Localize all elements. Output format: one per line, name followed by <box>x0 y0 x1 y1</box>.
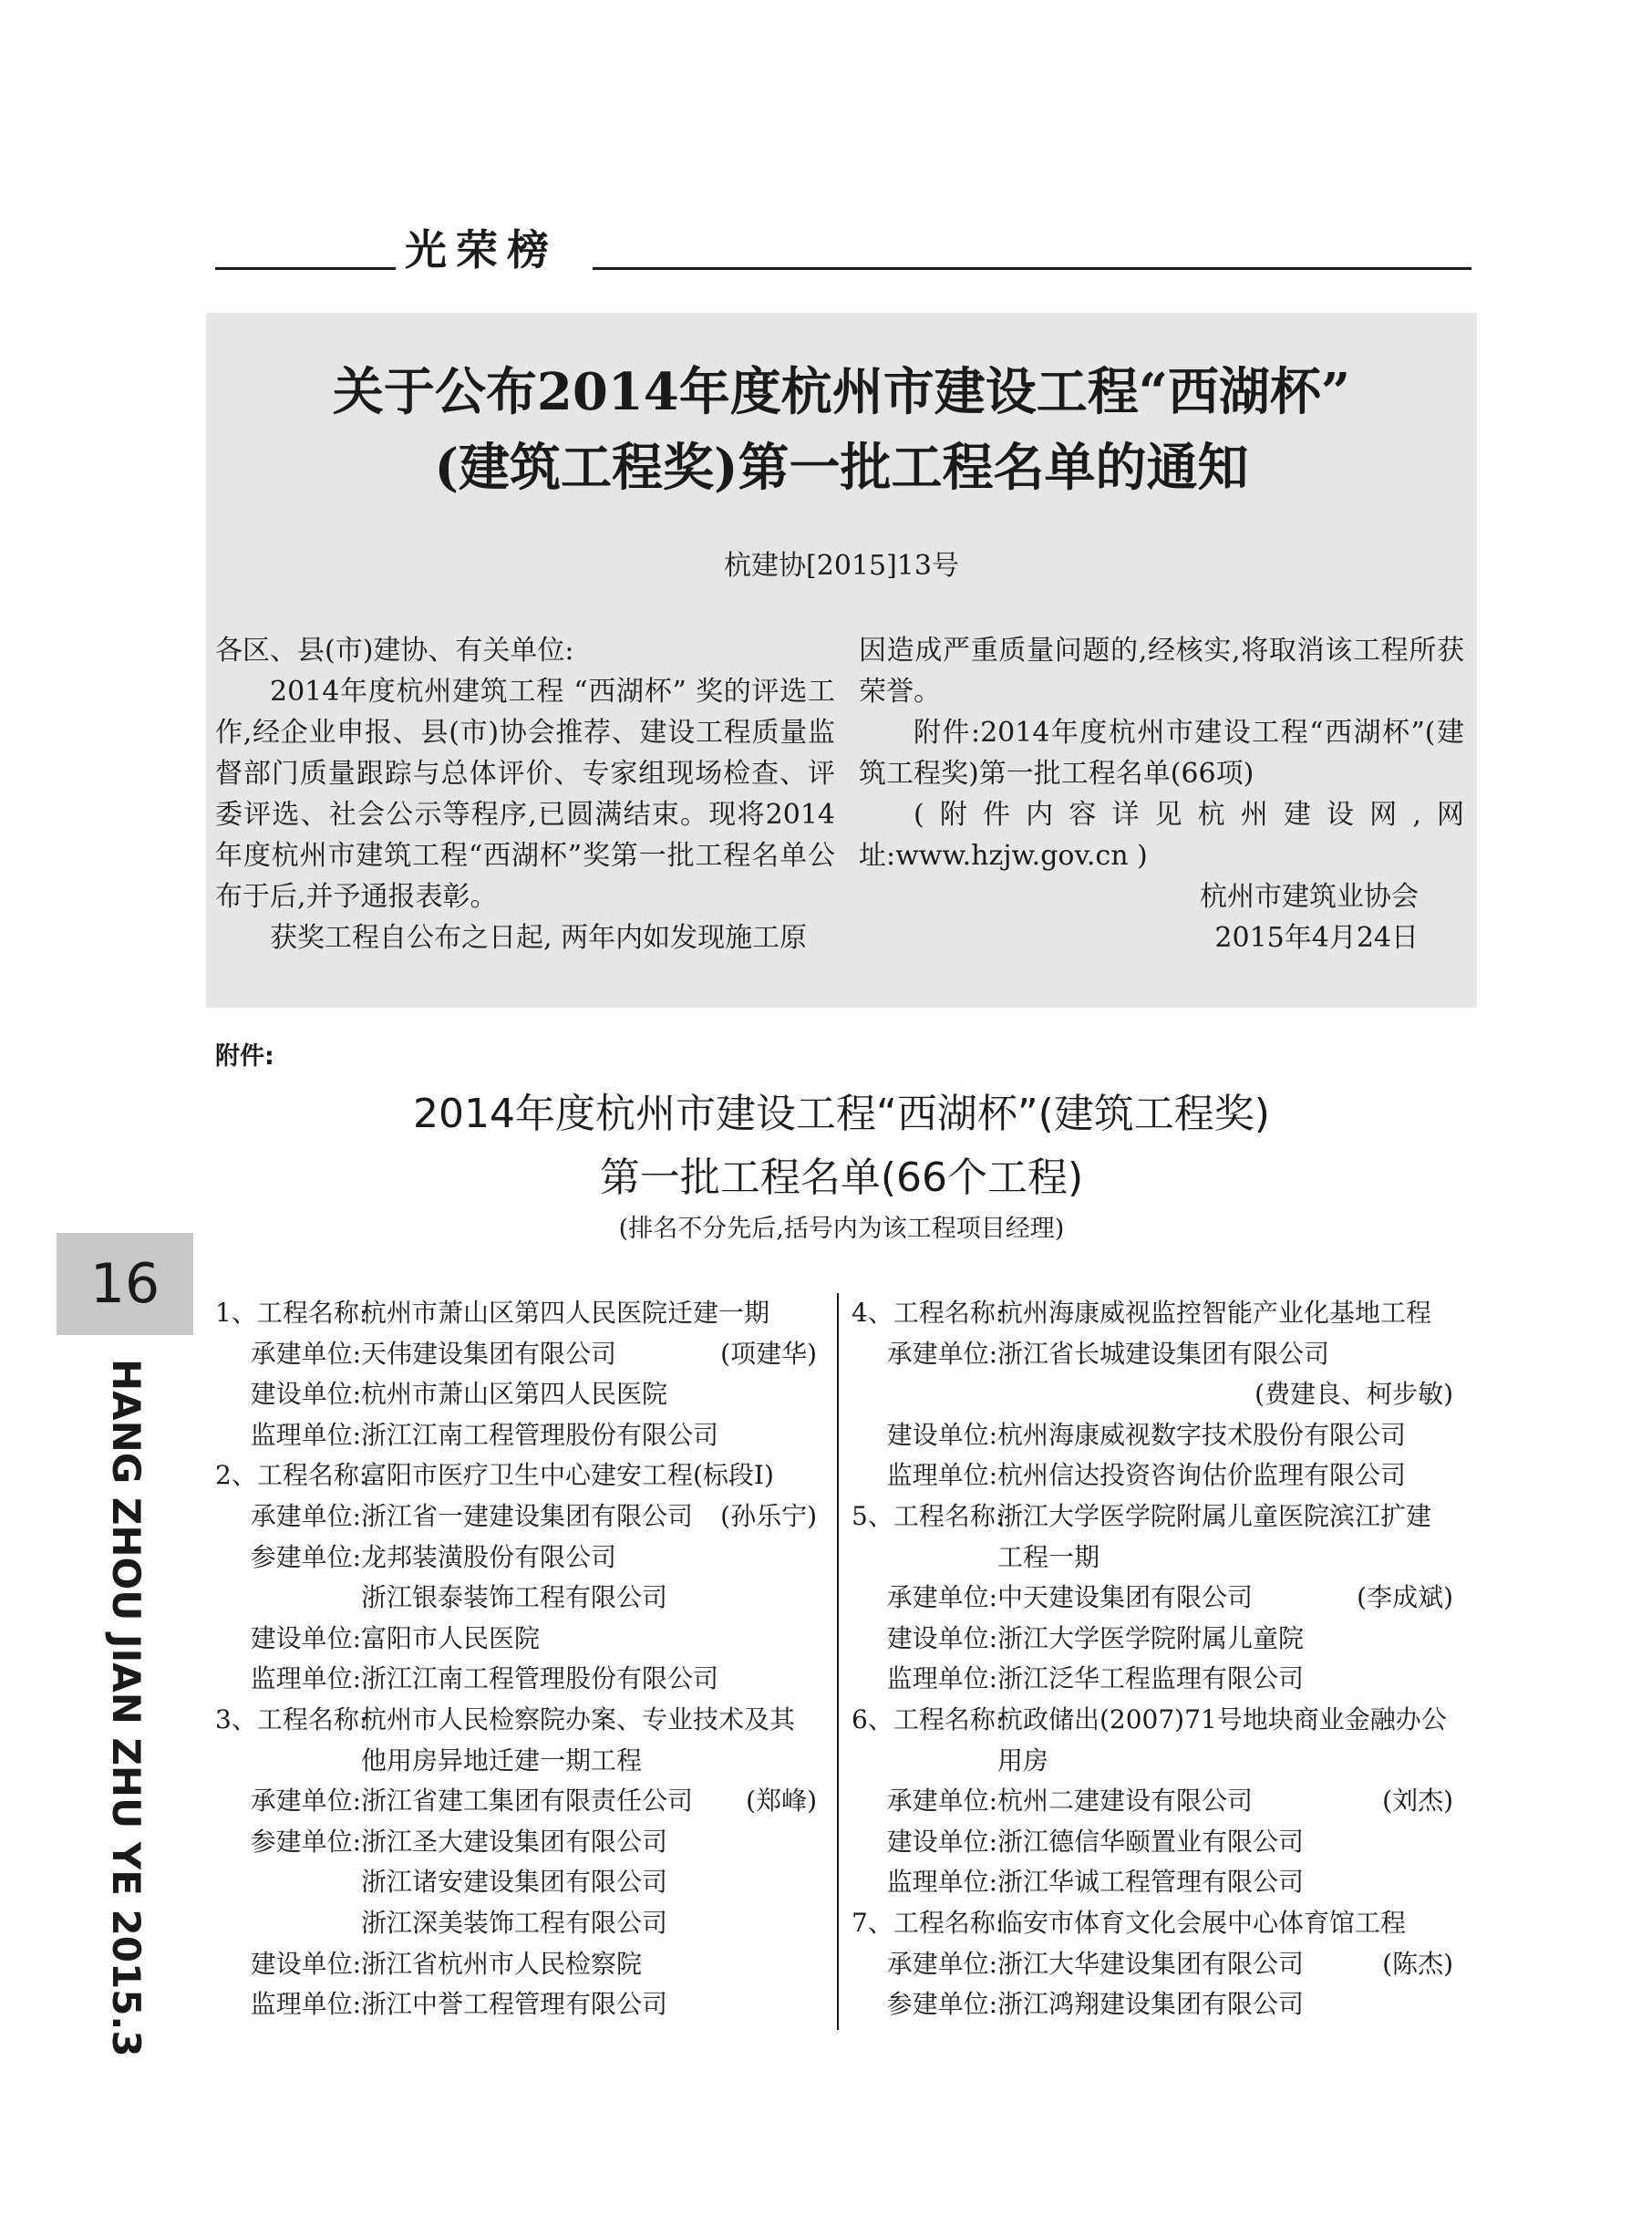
section-rule-right <box>593 267 1471 270</box>
page-number-tab: 16 <box>57 1233 193 1335</box>
section-title: 光荣榜 <box>405 225 558 274</box>
supervisor: 浙江江南工程管理股份有限公司 <box>361 1663 719 1694</box>
list-item: 建设单位: 杭州市萧山区第四人民医院 <box>215 1374 826 1415</box>
project-name-cont: 用房 <box>997 1745 1049 1776</box>
project-manager: (孙乐宁) <box>720 1500 817 1531</box>
list-item: 承建单位: 浙江大华建设集团有限公司 (陈杰) <box>852 1944 1462 1985</box>
project-name-cont: 他用房异地迁建一期工程 <box>361 1745 643 1776</box>
list-item: 承建单位: 杭州二建建设有限公司 (刘杰) <box>852 1781 1462 1822</box>
list-subtitle: (排名不分先后,括号内为该工程项目经理) <box>618 1215 1065 1243</box>
list-title-line2: 第一批工程名单(66个工程) <box>599 1154 1084 1201</box>
supervisor: 浙江泛华工程监理有限公司 <box>997 1663 1305 1694</box>
list-item: 监理单位: 浙江中誉工程管理有限公司 <box>215 1984 826 2025</box>
notice-paragraph: 获奖工程自公布之日起, 两年内如发现施工原 <box>270 922 808 954</box>
list-item: 4、工程名称: 杭州海康威视监控智能产业化基地工程 <box>852 1293 1462 1334</box>
builder: 杭州海康威视数字技术股份有限公司 <box>997 1419 1407 1450</box>
list-item: 建设单位: 杭州海康威视数字技术股份有限公司 <box>852 1415 1462 1456</box>
project-list-right <box>852 1293 1462 2025</box>
project-name: 富阳市医疗卫生中心建安工程(标段Ⅰ) <box>361 1460 774 1491</box>
participant: 浙江圣大建设集团有限公司 <box>361 1826 668 1857</box>
list-item <box>215 1578 826 1619</box>
list-item: 承建单位: 浙江省一建建设集团有限公司 (孙乐宁) <box>215 1496 826 1537</box>
project-list-left <box>215 1293 826 2025</box>
list-item <box>852 1741 1462 1782</box>
participant: 浙江银泰装饰工程有限公司 <box>361 1582 668 1613</box>
participant: 浙江深美装饰工程有限公司 <box>361 1907 668 1938</box>
column-divider <box>837 1293 839 2030</box>
supervisor: 杭州信达投资咨询估价监理有限公司 <box>997 1460 1407 1491</box>
list-item: 建设单位: 浙江省杭州市人民检察院 <box>215 1944 826 1985</box>
attachment-label: 附件: <box>215 1042 274 1071</box>
list-item: 3、工程名称: 杭州市人民检察院办案、专业技术及其 <box>215 1700 826 1741</box>
supervisor: 浙江江南工程管理股份有限公司 <box>361 1419 719 1450</box>
list-item: 参建单位: 浙江鸿翔建设集团有限公司 <box>852 1984 1462 2025</box>
builder: 浙江省杭州市人民检察院 <box>361 1948 643 1979</box>
contractor: 天伟建设集团有限公司 <box>361 1338 617 1369</box>
document-number: 杭建协[2015]13号 <box>724 550 959 582</box>
project-manager: (费建良、柯步敏) <box>1254 1379 1453 1410</box>
contractor: 浙江省建工集团有限责任公司 <box>361 1786 694 1817</box>
project-manager: (项建华) <box>720 1338 817 1369</box>
participant: 龙邦装潢股份有限公司 <box>361 1541 617 1572</box>
notice-paragraph: 因造成严重质量问题的,经核实,将取消该工程所获荣誉。 <box>859 635 1464 708</box>
list-item: 承建单位: 浙江省长城建设集团有限公司 <box>852 1334 1462 1375</box>
list-item: 7、工程名称: 临安市体育文化会展中心体育馆工程 <box>852 1903 1462 1944</box>
contractor: 浙江省一建建设集团有限公司 <box>361 1500 694 1531</box>
project-manager: (陈杰) <box>1382 1948 1453 1979</box>
list-item <box>215 1741 826 1782</box>
list-item: 监理单位: 浙江江南工程管理股份有限公司 <box>215 1659 826 1700</box>
project-name: 杭州市人民检察院办案、专业技术及其 <box>361 1703 796 1734</box>
notice-right-column <box>859 630 1464 958</box>
project-name: 临安市体育文化会展中心体育馆工程 <box>997 1907 1407 1938</box>
list-item: 建设单位: 浙江德信华颐置业有限公司 <box>852 1822 1462 1863</box>
builder: 富阳市人民医院 <box>361 1622 541 1653</box>
list-item <box>215 1903 826 1944</box>
project-manager: (李成斌) <box>1357 1582 1453 1613</box>
list-item: 承建单位: 中天建设集团有限公司 (李成斌) <box>852 1578 1462 1619</box>
list-item: 建设单位: 浙江大学医学院附属儿童院 <box>852 1619 1462 1660</box>
contractor: 杭州二建建设有限公司 <box>997 1786 1254 1817</box>
list-item: 承建单位: 天伟建设集团有限公司 (项建华) <box>215 1334 826 1375</box>
list-item: 监理单位: 浙江泛华工程监理有限公司 <box>852 1659 1462 1700</box>
contractor: 浙江大华建设集团有限公司 <box>997 1948 1305 1979</box>
notice-title-line1: 关于公布2014年度杭州市建设工程“西湖杯” <box>332 362 1351 422</box>
notice-date: 2015年4月24日 <box>1214 922 1419 954</box>
project-name-cont: 工程一期 <box>997 1541 1100 1572</box>
notice-paragraph: 2014年度杭州建筑工程 “西湖杯” 奖的评选工作,经企业申报、县(市)协会推荐、建设工程质量监督部门质量跟踪与总体评价、专家组现场检查、评委评选、社会公示等程序,已圆满结束。现将2014年度杭州市建筑工程“西湖杯”奖第一批工程名单公布于后,并予通报表彰。 <box>215 676 835 913</box>
supervisor: 浙江中誉工程管理有限公司 <box>361 1989 668 2020</box>
list-item: 2、工程名称: 富阳市医疗卫生中心建安工程(标段Ⅰ) <box>215 1455 826 1496</box>
project-manager: (郑峰) <box>746 1786 817 1817</box>
notice-box <box>206 313 1477 1008</box>
participant: 浙江鸿翔建设集团有限公司 <box>997 1989 1305 2020</box>
list-item: 1、工程名称: 杭州市萧山区第四人民医院迁建一期 <box>215 1293 826 1334</box>
list-item: 5、工程名称: 浙江大学医学院附属儿童医院滨江扩建 <box>852 1496 1462 1537</box>
contractor: 浙江省长城建设集团有限公司 <box>997 1338 1330 1369</box>
notice-website-line: (附件内容详见杭州建设网,网址:www.hzjw.gov.cn ) <box>859 799 1464 872</box>
builder: 浙江大学医学院附属儿童院 <box>997 1622 1305 1653</box>
section-rule-left <box>215 267 396 270</box>
project-name: 杭州市萧山区第四人民医院迁建一期 <box>361 1298 770 1328</box>
list-item: 监理单位: 浙江华诚工程管理有限公司 <box>852 1862 1462 1903</box>
project-manager: (刘杰) <box>1382 1786 1453 1817</box>
supervisor: 浙江华诚工程管理有限公司 <box>997 1867 1305 1898</box>
list-item <box>852 1374 1462 1415</box>
list-item: 参建单位: 龙邦装潢股份有限公司 <box>215 1537 826 1579</box>
participant: 浙江诸安建设集团有限公司 <box>361 1867 668 1898</box>
list-item: 参建单位: 浙江圣大建设集团有限公司 <box>215 1822 826 1863</box>
list-item: 监理单位: 浙江江南工程管理股份有限公司 <box>215 1415 826 1456</box>
notice-attachment-line: 附件:2014年度杭州市建设工程“西湖杯”(建筑工程奖)第一批工程名单(66项) <box>859 717 1464 790</box>
list-item: 建设单位: 富阳市人民医院 <box>215 1619 826 1660</box>
magazine-side-title: HANG ZHOU JIAN ZHU YE 2015.3 <box>104 1359 149 2057</box>
notice-title-line2: (建筑工程奖)第一批工程名单的通知 <box>434 438 1249 498</box>
list-item <box>852 1537 1462 1579</box>
project-name: 杭政储出(2007)71号地块商业金融办公 <box>997 1703 1447 1734</box>
notice-signer: 杭州市建筑业协会 <box>1200 881 1419 913</box>
list-title-line1: 2014年度杭州市建设工程“西湖杯”(建筑工程奖) <box>413 1091 1270 1137</box>
list-item: 承建单位: 浙江省建工集团有限责任公司 (郑峰) <box>215 1781 826 1822</box>
project-name: 杭州海康威视监控智能产业化基地工程 <box>997 1298 1432 1328</box>
notice-salutation: 各区、县(市)建协、有关单位: <box>215 635 574 667</box>
list-item: 监理单位: 杭州信达投资咨询估价监理有限公司 <box>852 1455 1462 1496</box>
contractor: 中天建设集团有限公司 <box>997 1582 1254 1613</box>
notice-left-column <box>215 630 835 958</box>
builder: 杭州市萧山区第四人民医院 <box>361 1379 668 1410</box>
list-item <box>215 1862 826 1903</box>
builder: 浙江德信华颐置业有限公司 <box>997 1826 1305 1857</box>
list-item: 6、工程名称: 杭政储出(2007)71号地块商业金融办公 <box>852 1700 1462 1741</box>
project-name: 浙江大学医学院附属儿童医院滨江扩建 <box>997 1500 1432 1531</box>
